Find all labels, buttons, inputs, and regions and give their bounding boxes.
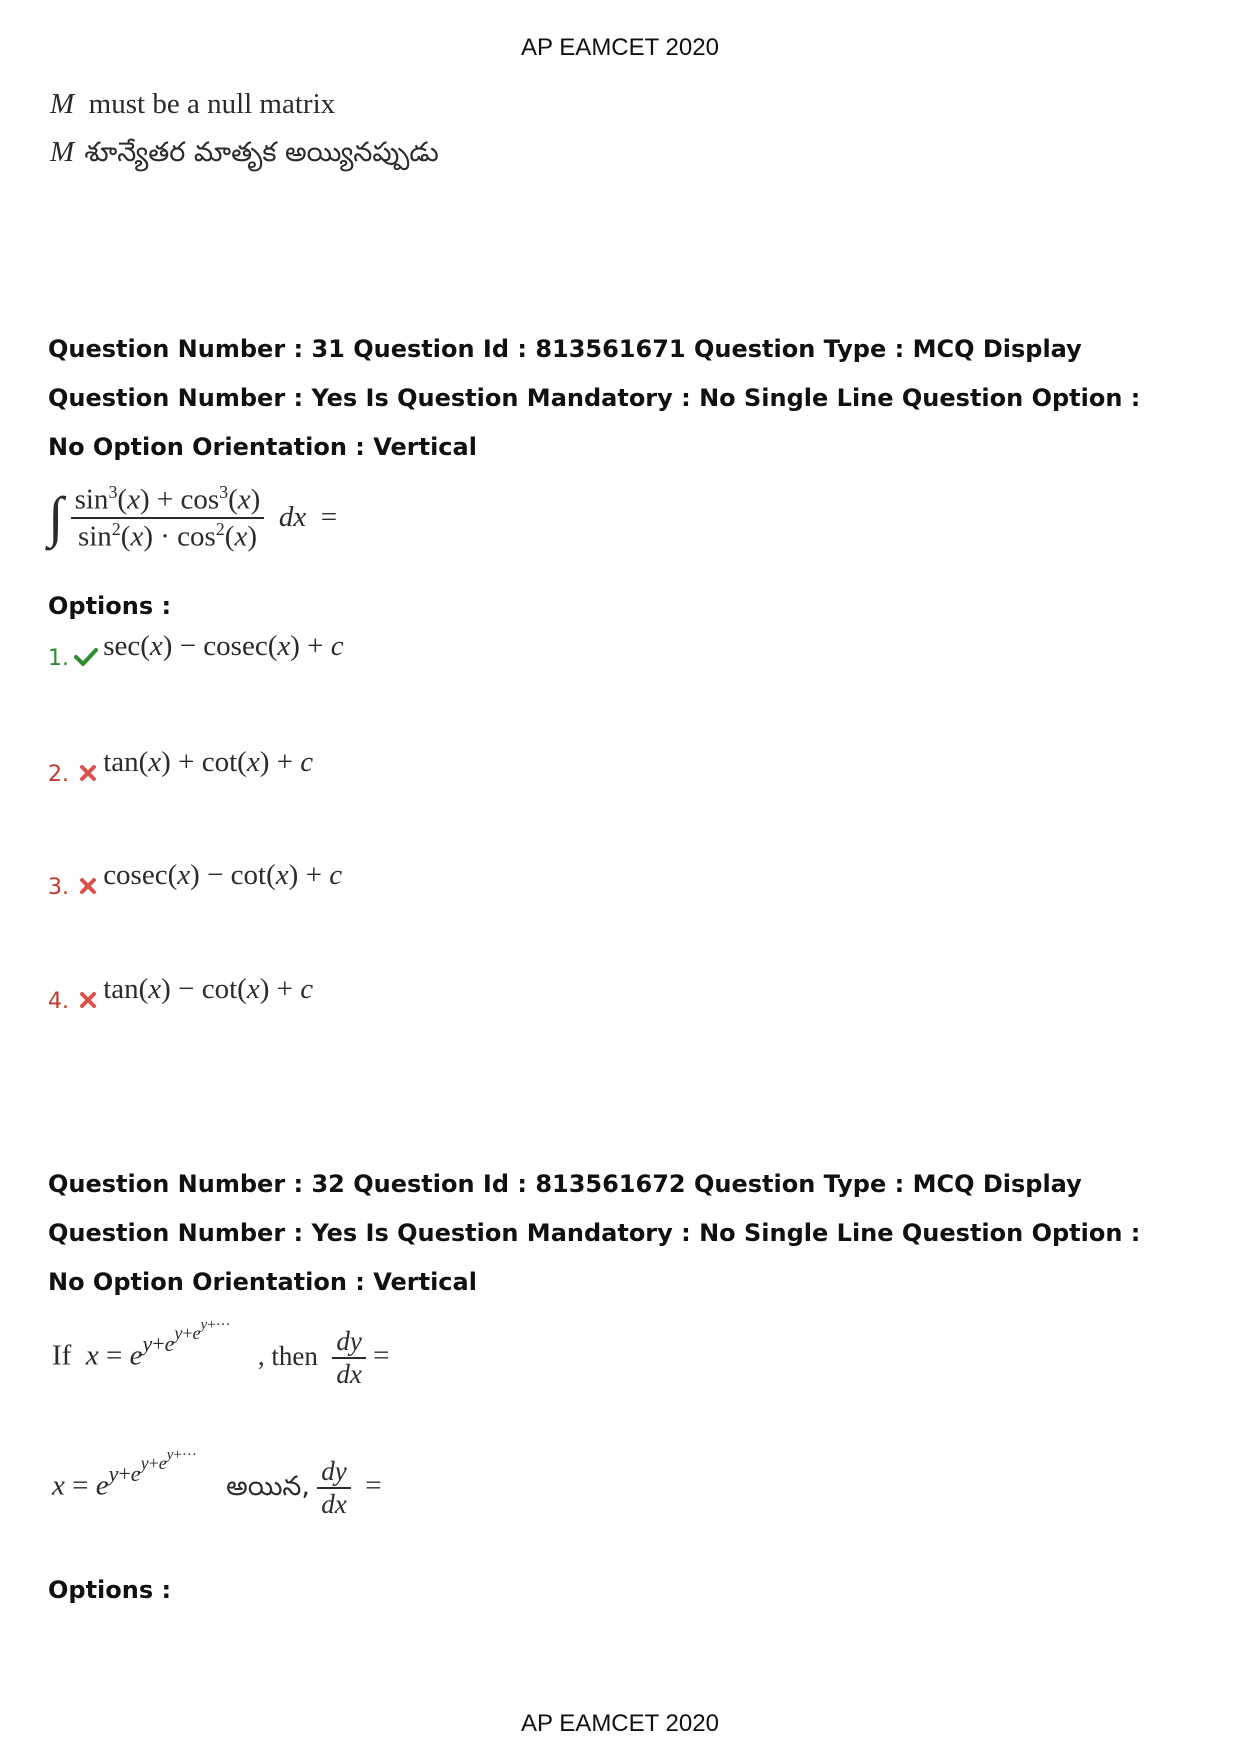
question-31-fraction: $\frac{\sin^3(x) + \cos^3(x)}{\sin^2(x) \cdot \cos^2(x)}$ <box>71 482 265 553</box>
cross-icon <box>78 763 98 783</box>
telugu-word: అయిన, <box>226 1470 310 1502</box>
question-31-option-1 <box>48 630 344 673</box>
prev-option-english-text: must be a null matrix <box>88 88 336 120</box>
option-2-expression: tan(x) + cot(x) + c <box>103 746 314 778</box>
question-32-options-label: Options : <box>48 1576 172 1604</box>
question-31-meta: Question Number : 31 Question Id : 813561671 Question Type : MCQ Display Question Number : Yes Is Question Mandatory : No Single Line Question Option : No Option Orientation : Vertical <box>48 335 1141 461</box>
question-31-integral: ∫ $\frac{\sin^3(x) + \cos^3(x)}{\sin^2(x) \cdot \cos^2(x)}$ dx = <box>48 482 338 553</box>
option-3-number: 3. <box>48 875 69 900</box>
question-31-options-label: Options : <box>48 592 172 620</box>
option-1-expression: sec(x) − cosec(x) + c <box>103 630 344 662</box>
check-icon <box>74 647 98 667</box>
page-footer: AP EAMCET 2020 <box>521 1710 719 1737</box>
cross-icon <box>78 876 98 896</box>
prev-option-telugu-text: శూన్యేతర మాతృక అయ్యినప్పుడు <box>84 137 439 168</box>
prev-option-telugu: M శూన్యేతర మాతృక అయ్యినప్పుడు <box>50 136 439 168</box>
question-32-meta: Question Number : 32 Question Id : 813561672 Question Type : MCQ Display Question Number : Yes Is Question Mandatory : No Single Line Question Option : No Option Orientation : Vertical <box>48 1170 1141 1296</box>
question-31-option-3 <box>48 859 343 902</box>
question-31-option-2 <box>48 746 314 789</box>
question-32-telugu: $x = e^{y+e^{y+e^{y+\cdot\cdot\cdot}}}$ అయిన, $\frac{dy}{dx}$ = <box>52 1446 382 1519</box>
option-4-expression: tan(x) − cot(x) + c <box>103 973 314 1005</box>
option-3-expression: cosec(x) − cot(x) + c <box>103 859 343 891</box>
question-32-english: If $x = e^{y+e^{y+e^{y+\cdot\cdot\cdot}}}$ , then $\frac{dy}{dx}$ = <box>52 1316 390 1389</box>
option-4-number: 4. <box>48 989 69 1014</box>
then-word: , then <box>257 1340 318 1371</box>
prev-option-english: M must be a null matrix <box>50 88 336 120</box>
question-31-option-4 <box>48 973 314 1016</box>
page-header: AP EAMCET 2020 <box>521 34 719 61</box>
option-2-number: 2. <box>48 762 69 787</box>
if-word: If <box>52 1339 72 1372</box>
cross-icon <box>78 990 98 1010</box>
option-1-number: 1. <box>48 646 69 671</box>
